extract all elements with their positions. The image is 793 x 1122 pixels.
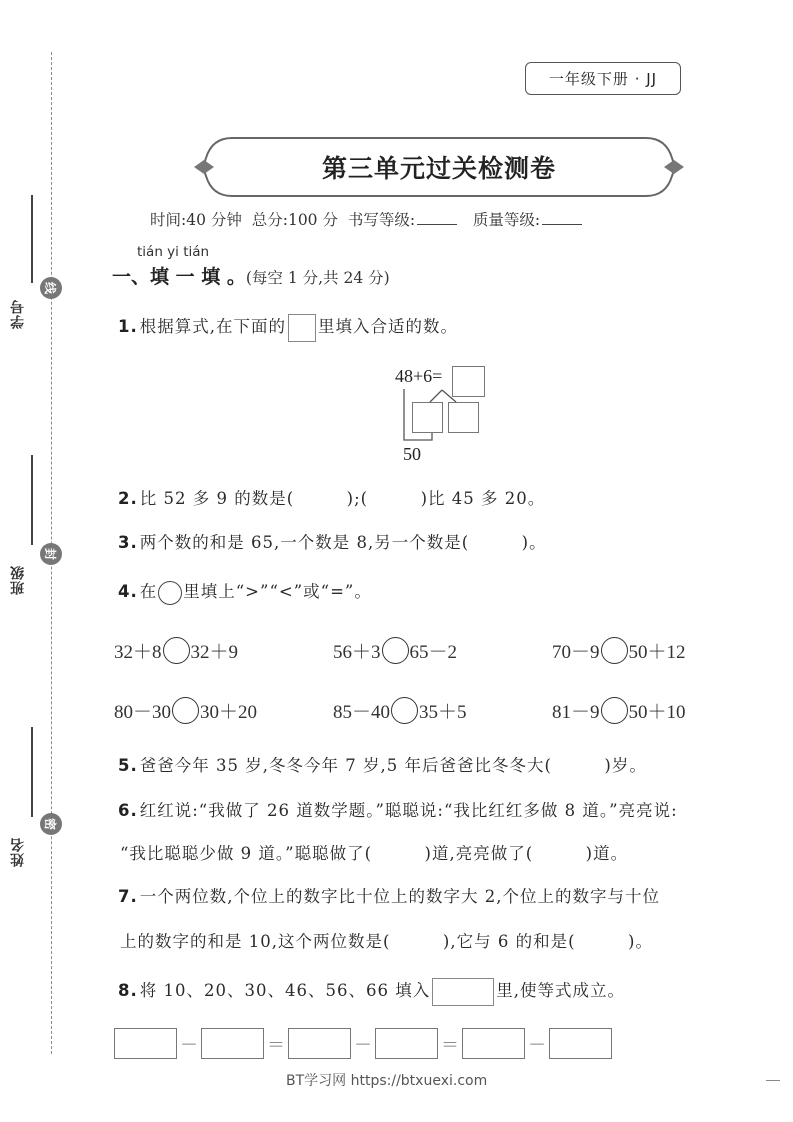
comparison-left: 81－9 [552, 702, 600, 723]
example-circle-icon [158, 581, 182, 605]
question-text: 里填上“>”“<”或“=”。 [183, 582, 372, 601]
comparison-6 [552, 697, 686, 724]
comparison-right: 30＋20 [200, 702, 258, 723]
name-field [0, 727, 60, 872]
question-text[interactable]: 上的数字的和是 10,这个两位数是( ),它与 6 的和是( )。 [120, 932, 653, 951]
question-5 [118, 752, 647, 776]
seal-line-icon: 线 [40, 277, 62, 299]
name-label: 姓名 [10, 837, 26, 867]
comparison-circle[interactable] [391, 697, 418, 724]
diagram-expression: 48+6= [395, 366, 443, 386]
equation-box-6[interactable] [549, 1028, 612, 1059]
page-title: 第三单元过关检测卷 [321, 154, 556, 183]
equation-box-1[interactable] [114, 1028, 177, 1059]
question-text: 里,使等式成立。 [496, 981, 625, 1000]
question-text[interactable]: 比 52 多 9 的数是( );( )比 45 多 20。 [139, 489, 546, 508]
comparison-left: 85－40 [333, 702, 391, 723]
watermark: BT学习网 https://btxuexi.com [286, 1073, 488, 1089]
comparison-right: 65－2 [409, 642, 458, 663]
comparison-left: 80－30 [114, 702, 172, 723]
class-field [0, 455, 60, 600]
student-number-field [0, 195, 60, 335]
comparison-right: 50＋10 [628, 702, 686, 723]
question-1 [118, 313, 458, 342]
question-text: 根据算式,在下面的 [139, 317, 286, 336]
question-text: 红红说:“我做了 26 道数学题。”聪聪说:“我比红红多做 8 道。”亮亮说: [139, 801, 678, 820]
comparison-right: 32＋9 [190, 642, 239, 663]
comparison-left: 56＋3 [333, 642, 381, 663]
grade-badge: 一年级下册 · JJ [525, 62, 681, 95]
comparison-4 [114, 697, 257, 724]
question-number: 4. [118, 582, 138, 601]
operator: ＝ [441, 1034, 459, 1056]
operator: － [528, 1034, 546, 1056]
page-marker [766, 1080, 780, 1081]
comparison-left: 70－9 [552, 642, 600, 663]
quality-grade-label: 质量等级: [472, 211, 541, 229]
section-pinyin: tián yi tián [137, 244, 210, 260]
question-text: 将 10、20、30、46、56、66 填入 [139, 981, 431, 1000]
comparison-circle[interactable] [382, 637, 409, 664]
question-8 [118, 977, 625, 1006]
comparison-circle[interactable] [601, 637, 628, 664]
exam-time: 时间:40 分钟 [150, 211, 242, 229]
class-label: 班级 [10, 565, 26, 595]
question-6-line-2 [120, 840, 628, 864]
split-diagram [390, 362, 500, 472]
question-text: 在 [139, 582, 158, 601]
question-text[interactable]: 爸爸今年 35 岁,冬冬今年 7 岁,5 年后爸爸比冬冬大( )岁。 [139, 756, 647, 775]
question-2 [118, 485, 545, 509]
section-title: 一、填 一 填 。 [112, 266, 246, 288]
question-number: 7. [118, 887, 138, 906]
equation-box-2[interactable] [201, 1028, 264, 1059]
equation-box-3[interactable] [288, 1028, 351, 1059]
class-line[interactable] [31, 455, 33, 545]
comparison-circle[interactable] [601, 697, 628, 724]
section-heading [112, 262, 390, 289]
seal-seal-icon: 封 [40, 543, 62, 565]
student-number-label: 学号 [10, 299, 26, 329]
question-number: 2. [118, 489, 138, 508]
section-score-note: (每空 1 分,共 24 分) [245, 269, 390, 287]
comparison-circle[interactable] [172, 697, 199, 724]
question-text: 一个两位数,个位上的数字比十位上的数字大 2,个位上的数字与十位 [139, 887, 660, 906]
equation-box-5[interactable] [462, 1028, 525, 1059]
comparison-circle[interactable] [163, 637, 190, 664]
equation-row [114, 1028, 612, 1059]
example-box-icon [432, 978, 494, 1006]
comparison-3 [552, 637, 686, 664]
comparison-5 [333, 697, 467, 724]
seal-secret-icon: 密 [40, 813, 62, 835]
comparison-right: 50＋12 [628, 642, 686, 663]
comparison-left: 32＋8 [114, 642, 162, 663]
question-number: 6. [118, 801, 138, 820]
equation-box-4[interactable] [375, 1028, 438, 1059]
exam-total: 总分:100 分 [251, 211, 338, 229]
question-text: 里填入合适的数。 [318, 317, 458, 336]
quality-grade-blank[interactable] [542, 211, 582, 225]
comparison-right: 35＋5 [419, 702, 467, 723]
question-number: 8. [118, 981, 138, 1000]
question-text[interactable]: “我比聪聪少做 9 道。”聪聪做了( )道,亮亮做了( )道。 [120, 844, 629, 863]
question-number: 1. [118, 317, 138, 336]
diagram-result: 50 [403, 444, 421, 464]
question-3 [118, 529, 547, 553]
example-box-icon [288, 314, 316, 342]
exam-info [150, 208, 588, 230]
question-7-line-2 [120, 928, 653, 952]
operator: － [354, 1034, 372, 1056]
question-number: 3. [118, 533, 138, 552]
question-number: 5. [118, 756, 138, 775]
student-number-line[interactable] [31, 195, 33, 283]
writing-grade-blank[interactable] [417, 211, 457, 225]
comparison-2 [333, 637, 457, 664]
name-line[interactable] [31, 727, 33, 817]
writing-grade-label: 书写等级: [347, 211, 416, 229]
question-6 [118, 797, 678, 821]
comparison-1 [114, 637, 238, 664]
question-text[interactable]: 两个数的和是 65,一个数是 8,另一个数是( )。 [139, 533, 547, 552]
question-7 [118, 883, 660, 907]
title-banner [192, 136, 686, 198]
operator: ＝ [267, 1034, 285, 1056]
question-4 [118, 578, 372, 605]
operator: － [180, 1034, 198, 1056]
